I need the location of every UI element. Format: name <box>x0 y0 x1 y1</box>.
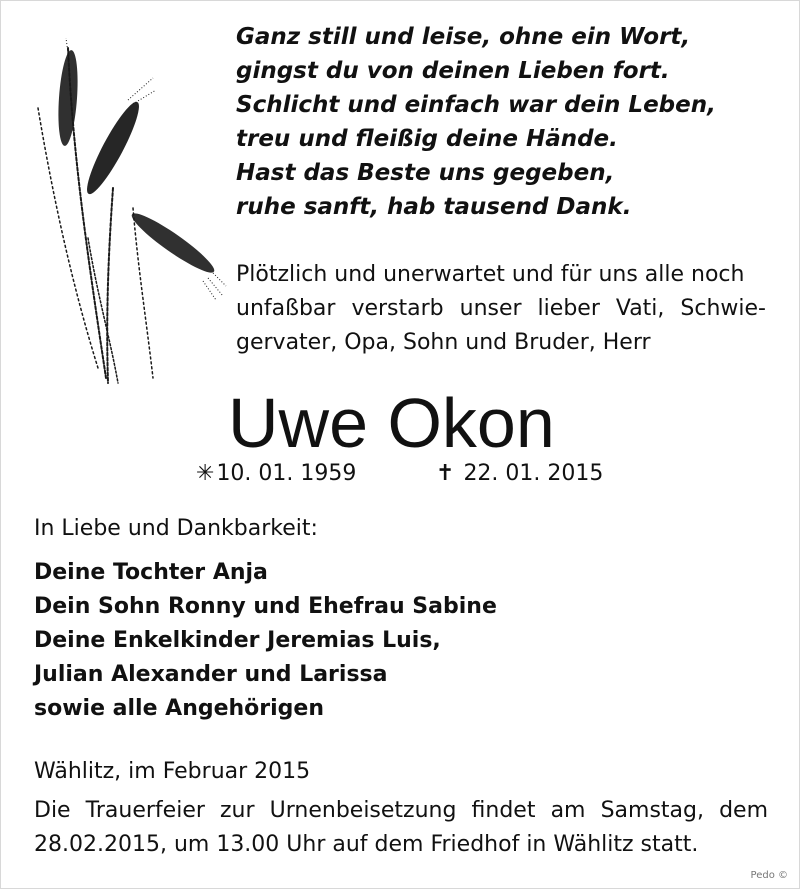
poem-line: gingst du von deinen Lieben fort. <box>236 58 670 84</box>
poem-line: Ganz still und leise, ohne ein Wort, <box>236 24 691 50</box>
wheat-ears-icon <box>28 38 228 388</box>
intro-line: gervater, Opa, Sohn und Bruder, Herr <box>236 330 651 355</box>
place-date: Wählitz, im Februar 2015 <box>34 759 311 784</box>
poem-line: treu und fleißig deine Hände. <box>236 126 618 152</box>
poem <box>236 20 776 224</box>
poem-line: Hast das Beste uns gegeben, <box>236 160 615 186</box>
funeral-line: Die Trauerfeier zur Urnenbeisetzung findet am Samstag, dem <box>34 798 768 823</box>
birth-date: 10. 01. 1959 <box>216 461 357 486</box>
closing-phrase: In Liebe und Dankbarkeit: <box>34 516 318 541</box>
poem-line: Schlicht und einfach war dein Leben, <box>236 92 716 118</box>
birth-date-line <box>196 458 356 490</box>
mourners-list <box>34 556 497 726</box>
funeral-info <box>34 794 768 862</box>
intro-text <box>236 258 766 360</box>
mourner: Julian Alexander und Larissa <box>34 662 388 687</box>
mourner: Dein Sohn Ronny und Ehefrau Sabine <box>34 594 497 619</box>
mourner: Deine Enkelkinder Jeremias Luis, <box>34 628 441 653</box>
death-date-line <box>436 458 603 490</box>
intro-line: Plötzlich und unerwartet und für uns alle noch <box>236 262 745 287</box>
cross-death-icon: ✝ <box>436 461 455 486</box>
death-date: 22. 01. 2015 <box>463 461 604 486</box>
deceased-name: Uwe Okon <box>228 384 555 462</box>
mourner: sowie alle Angehörigen <box>34 696 325 721</box>
poem-line: ruhe sanft, hab tausend Dank. <box>236 194 632 220</box>
intro-line: unfaßbar verstarb unser lieber Vati, Schwie- <box>236 296 766 321</box>
asterisk-birth-icon: ✳ <box>196 461 215 486</box>
mourner: Deine Tochter Anja <box>34 560 268 585</box>
funeral-line: 28.02.2015, um 13.00 Uhr auf dem Friedhof in Wählitz statt. <box>34 832 699 857</box>
credit: Pedo © <box>750 870 788 881</box>
